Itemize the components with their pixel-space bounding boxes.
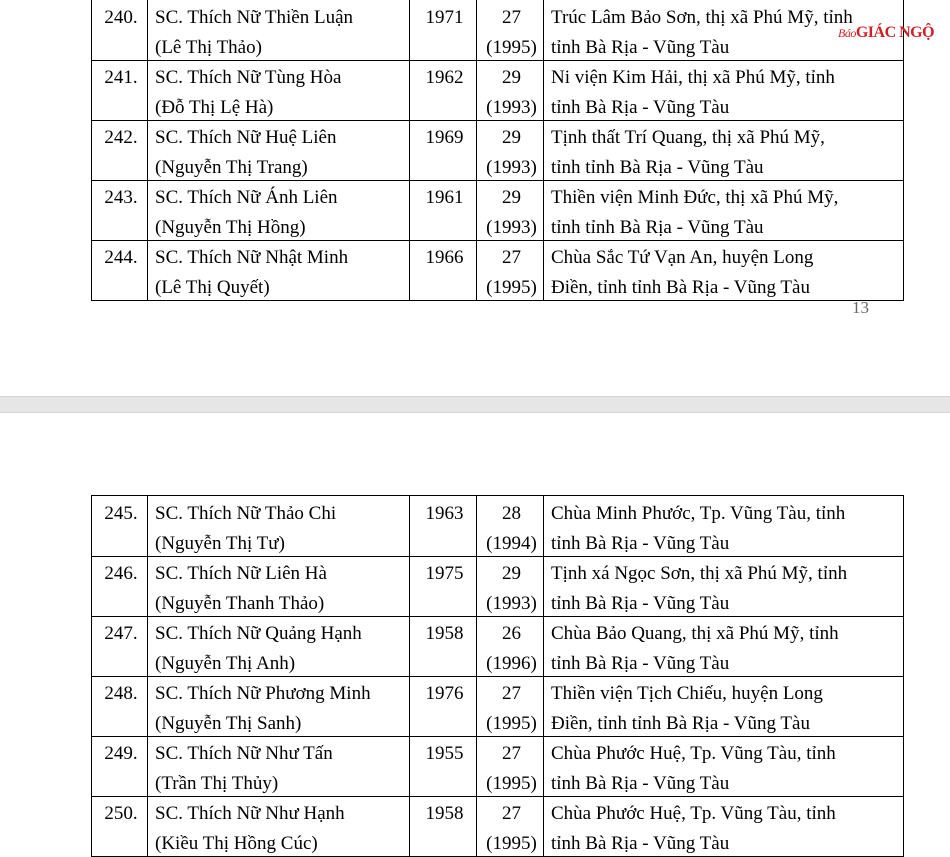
table-body (92, 496, 904, 857)
dharma-name: SC. Thích Nữ Phương Minh (155, 683, 371, 704)
birth-year-cell (410, 617, 477, 677)
age-cell (477, 241, 544, 301)
address-cell (544, 617, 904, 677)
address-cell (544, 496, 904, 557)
address-line-2: tỉnh Bà Rịa - Vũng Tàu (551, 97, 730, 118)
age-year: (1995) (486, 833, 537, 854)
age-year: (1995) (486, 277, 537, 298)
table-row (92, 121, 904, 181)
lay-name: (Đỗ Thị Lệ Hà) (155, 97, 274, 118)
name-cell (148, 677, 410, 737)
address-line-2: Điền, tỉnh tỉnh Bà Rịa - Vũng Tàu (551, 713, 810, 734)
name-cell (148, 241, 410, 301)
document-page-2 (0, 413, 950, 852)
name-cell (148, 617, 410, 677)
birth-year-cell (410, 121, 477, 181)
row-number (92, 241, 148, 301)
name-cell (148, 557, 410, 617)
birth-year: 1969 (425, 127, 464, 148)
birth-year: 1958 (425, 803, 464, 824)
address-cell (544, 677, 904, 737)
birth-year: 1975 (425, 563, 464, 584)
age-year: (1994) (486, 533, 537, 554)
dharma-name: SC. Thích Nữ Thiền Luận (155, 7, 353, 28)
lay-name: (Lê Thị Thảo) (155, 37, 262, 58)
birth-year: 1961 (425, 187, 464, 208)
age-value: 27 (502, 7, 521, 28)
address-cell (544, 61, 904, 121)
age-year: (1995) (486, 37, 537, 58)
page-separator (0, 396, 950, 413)
lay-name: (Nguyễn Thanh Thảo) (155, 593, 325, 614)
row-number-text: 250. (104, 803, 138, 824)
birth-year-cell (410, 677, 477, 737)
dharma-name: SC. Thích Nữ Thảo Chi (155, 503, 337, 524)
table-row (92, 677, 904, 737)
birth-year: 1958 (425, 623, 464, 644)
address-line-2: tỉnh Bà Rịa - Vũng Tàu (551, 533, 730, 554)
age-year: (1993) (486, 593, 537, 614)
age-value: 27 (502, 803, 521, 824)
row-number (92, 797, 148, 857)
age-value: 26 (502, 623, 521, 644)
birth-year: 1963 (425, 503, 464, 524)
table-row (92, 0, 904, 61)
row-number (92, 617, 148, 677)
dharma-name: SC. Thích Nữ Như Hạnh (155, 803, 345, 824)
birth-year-cell (410, 181, 477, 241)
row-number-text: 249. (104, 743, 138, 764)
name-cell (148, 181, 410, 241)
address-line-1: Tịnh xá Ngọc Sơn, thị xã Phú Mỹ, tỉnh (551, 563, 848, 584)
age-year: (1995) (486, 713, 537, 734)
age-year: (1996) (486, 653, 537, 674)
dharma-name: SC. Thích Nữ Ánh Liên (155, 187, 338, 208)
dharma-name: SC. Thích Nữ Quảng Hạnh (155, 623, 362, 644)
address-line-1: Tịnh thất Trí Quang, thị xã Phú Mỹ, (551, 127, 825, 148)
dharma-name: SC. Thích Nữ Như Tấn (155, 743, 333, 764)
table-row (92, 797, 904, 857)
table-row (92, 617, 904, 677)
birth-year: 1976 (425, 683, 464, 704)
age-cell (477, 677, 544, 737)
age-cell (477, 121, 544, 181)
row-number (92, 496, 148, 557)
name-cell (148, 0, 410, 61)
lay-name: (Nguyễn Thị Trang) (155, 157, 308, 178)
document-page-1 (0, 0, 950, 396)
age-cell (477, 61, 544, 121)
birth-year: 1971 (425, 7, 464, 28)
lay-name: (Trần Thị Thủy) (155, 773, 279, 794)
address-line-1: Chùa Minh Phước, Tp. Vũng Tàu, tỉnh (551, 503, 846, 524)
row-number-text: 244. (104, 247, 138, 268)
age-year: (1995) (486, 773, 537, 794)
birth-year: 1966 (425, 247, 464, 268)
address-line-2: tỉnh Bà Rịa - Vũng Tàu (551, 37, 730, 58)
lay-name: (Nguyễn Thị Sanh) (155, 713, 302, 734)
age-cell (477, 797, 544, 857)
address-line-1: Thiền viện Tịch Chiếu, huyện Long (551, 683, 823, 704)
address-line-2: tỉnh Bà Rịa - Vũng Tàu (551, 653, 730, 674)
address-line-1: Trúc Lâm Bảo Sơn, thị xã Phú Mỹ, tỉnh (551, 7, 853, 28)
name-cell (148, 121, 410, 181)
age-cell (477, 0, 544, 61)
age-value: 29 (502, 563, 521, 584)
birth-year-cell (410, 797, 477, 857)
ordination-table-page-1 (91, 0, 904, 301)
age-value: 29 (502, 67, 521, 88)
age-cell (477, 737, 544, 797)
age-value: 27 (502, 683, 521, 704)
age-value: 28 (502, 503, 521, 524)
table-row (92, 181, 904, 241)
table-row (92, 61, 904, 121)
table-row (92, 241, 904, 301)
row-number-text: 246. (104, 563, 138, 584)
birth-year-cell (410, 557, 477, 617)
birth-year-cell (410, 0, 477, 61)
birth-year-cell (410, 241, 477, 301)
lay-name: (Nguyễn Thị Anh) (155, 653, 296, 674)
table-row (92, 737, 904, 797)
birth-year: 1955 (425, 743, 464, 764)
table-row (92, 557, 904, 617)
birth-year-cell (410, 61, 477, 121)
address-cell (544, 121, 904, 181)
age-cell (477, 181, 544, 241)
address-cell (544, 557, 904, 617)
name-cell (148, 737, 410, 797)
row-number (92, 737, 148, 797)
address-line-1: Chùa Sắc Tứ Vạn An, huyện Long (551, 247, 814, 268)
dharma-name: SC. Thích Nữ Huệ Liên (155, 127, 337, 148)
row-number (92, 181, 148, 241)
row-number-text: 242. (104, 127, 138, 148)
address-line-2: Điền, tỉnh tỉnh Bà Rịa - Vũng Tàu (551, 277, 810, 298)
age-cell (477, 557, 544, 617)
page-number: 13 (852, 298, 869, 317)
lay-name: (Nguyễn Thị Hồng) (155, 217, 306, 238)
address-line-2: tỉnh tỉnh Bà Rịa - Vũng Tàu (551, 217, 764, 238)
birth-year-cell (410, 737, 477, 797)
row-number (92, 0, 148, 61)
row-number-text: 240. (104, 7, 138, 28)
address-line-1: Thiền viện Minh Đức, thị xã Phú Mỹ, (551, 187, 839, 208)
address-line-2: tỉnh Bà Rịa - Vũng Tàu (551, 773, 730, 794)
row-number-text: 247. (104, 623, 138, 644)
table-body (92, 0, 904, 301)
table-row (92, 496, 904, 557)
age-year: (1993) (486, 217, 537, 238)
age-year: (1993) (486, 97, 537, 118)
age-cell (477, 617, 544, 677)
row-number (92, 61, 148, 121)
watermark-logo: BáoGIÁC NGỘ (838, 24, 935, 41)
birth-year-cell (410, 496, 477, 557)
name-cell (148, 61, 410, 121)
row-number (92, 121, 148, 181)
lay-name: (Nguyễn Thị Tư) (155, 533, 285, 554)
row-number (92, 677, 148, 737)
row-number-text: 248. (104, 683, 138, 704)
ordination-table-page-2 (91, 495, 904, 857)
address-line-1: Chùa Phước Huệ, Tp. Vũng Tàu, tỉnh (551, 803, 836, 824)
address-line-2: tỉnh Bà Rịa - Vũng Tàu (551, 593, 730, 614)
dharma-name: SC. Thích Nữ Tùng Hòa (155, 67, 342, 88)
lay-name: (Kiều Thị Hồng Cúc) (155, 833, 318, 854)
address-line-2: tỉnh tỉnh Bà Rịa - Vũng Tàu (551, 157, 764, 178)
birth-year: 1962 (425, 67, 464, 88)
row-number-text: 243. (104, 187, 138, 208)
address-line-1: Ni viện Kim Hải, thị xã Phú Mỹ, tỉnh (551, 67, 835, 88)
dharma-name: SC. Thích Nữ Liên Hà (155, 563, 327, 584)
address-cell (544, 737, 904, 797)
address-line-2: tỉnh Bà Rịa - Vũng Tàu (551, 833, 730, 854)
row-number-text: 245. (104, 503, 138, 524)
age-value: 29 (502, 187, 521, 208)
address-line-1: Chùa Phước Huệ, Tp. Vũng Tàu, tỉnh (551, 743, 836, 764)
name-cell (148, 797, 410, 857)
row-number (92, 557, 148, 617)
address-cell (544, 241, 904, 301)
address-cell (544, 181, 904, 241)
address-cell (544, 797, 904, 857)
age-cell (477, 496, 544, 557)
age-year: (1993) (486, 157, 537, 178)
dharma-name: SC. Thích Nữ Nhật Minh (155, 247, 349, 268)
age-value: 27 (502, 743, 521, 764)
age-value: 29 (502, 127, 521, 148)
age-value: 27 (502, 247, 521, 268)
row-number-text: 241. (104, 67, 138, 88)
address-line-1: Chùa Bảo Quang, thị xã Phú Mỹ, tỉnh (551, 623, 839, 644)
name-cell (148, 496, 410, 557)
lay-name: (Lê Thị Quyết) (155, 277, 270, 298)
